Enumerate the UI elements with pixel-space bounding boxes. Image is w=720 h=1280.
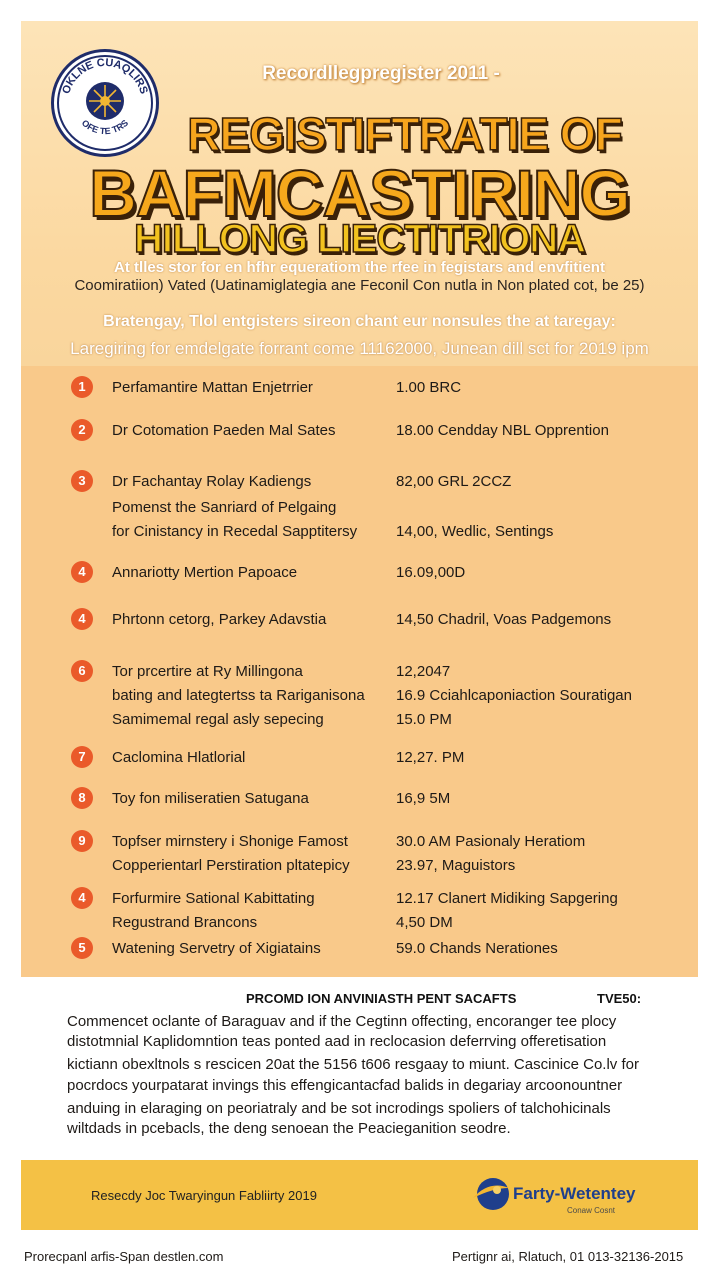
item-number-badge: 4 (71, 887, 93, 909)
item-number-badge: 8 (71, 787, 93, 809)
item-time: 14,50 Chadril, Voas Padgemons (396, 611, 612, 628)
article-paragraph-line: distotmnial Kaplidomntion teas ponted aad in reclocasion deferrving offeretisation (67, 1033, 607, 1050)
brand-name: Farty-Wetentey (513, 1184, 636, 1203)
item-time: 59.0 Chands Nerationes (396, 940, 558, 957)
item-number-badge: 5 (71, 937, 93, 959)
poster-title-line-1: REGISTIFTRATIE OF (187, 108, 622, 160)
poster-subheading: Recordllegpregister 2011 - (262, 63, 500, 84)
article-heading: PRCOMD ION ANVINIASTH PENT SACAFTS (246, 991, 517, 1006)
item-time: 16.09,00D (396, 564, 466, 581)
item-time: 16.9 Cciahlcaponiaction Souratigan (396, 687, 632, 704)
footer-banner (21, 1160, 698, 1230)
item-title: Forfurmire Sational Kabittating (112, 890, 315, 907)
seal-text-top: OKLNE CUAQLIRS (60, 56, 150, 96)
seal-text-bottom: OFE TE TRS (79, 117, 131, 137)
item-number-badge: 4 (71, 561, 93, 583)
item-title: Topfser mirnstery i Shonige Famost (112, 833, 348, 850)
item-number-badge: 2 (71, 419, 93, 441)
article-paragraph-line: pocrdocs yourpatarat invings this effengicantacfad balids in degariay arcoonountner (67, 1077, 623, 1094)
footer-website-text: Prorecpanl arfis-Span destlen.com (24, 1249, 224, 1264)
item-time: 1.00 BRC (396, 379, 462, 396)
item-number-badge: 1 (71, 376, 93, 398)
item-title: Tor prcertire at Ry Millingona (112, 663, 303, 680)
article-paragraph-line: Commencet oclante of Baraguav and if the Cegtinn offecting, encoranger tee plocy (67, 1013, 617, 1030)
item-title: Perfamantire Mattan Enjetrrier (112, 379, 313, 396)
item-time: 30.0 AM Pasionaly Heratiom (396, 833, 586, 850)
intro-line-3: Bratengay, Tlol entgisters sireon chant eur nonsules the at taregay: (103, 313, 616, 330)
item-time: 14,00, Wedlic, Sentings (396, 523, 554, 540)
intro-line-4: Laregiring for emdelgate forrant come 11162000, Junean dill sct for 2019 ipm (70, 339, 649, 358)
item-time: 16,9 5M (396, 790, 451, 807)
item-title: Pomenst the Sanriard of Pelgaing (112, 499, 337, 516)
item-number-badge: 7 (71, 746, 93, 768)
item-time: 12,2047 (396, 663, 451, 680)
item-title: Toy fon miliseratien Satugana (112, 790, 309, 807)
item-number-badge: 6 (71, 660, 93, 682)
event-poster (21, 21, 698, 977)
item-title: Watening Servetry of Xigiatains (112, 940, 321, 957)
item-title: Dr Cotomation Paeden Mal Sates (112, 422, 336, 439)
item-title: bating and lategtertss ta Rariganisona (112, 687, 365, 704)
item-time: 12,27. PM (396, 749, 465, 766)
footer-contact-text: Pertignr ai, Rlatuch, 01 013-32136-2015 (452, 1249, 684, 1264)
article-paragraph-line: wiltdads in pcebacls, the deng senoean the Peacieganition seodre. (67, 1120, 511, 1137)
item-title: for Cinistancy in Recedal Sapptitersy (112, 523, 358, 540)
item-title: Regustrand Brancons (112, 914, 258, 931)
item-time: 12.17 Clanert Midiking Sapgering (396, 890, 618, 907)
item-title: Copperientarl Perstiration pltatepicy (112, 857, 350, 874)
poster-title-line-3: HILLONG LIECTITRIONA (133, 217, 586, 261)
item-number-badge: 4 (71, 608, 93, 630)
item-title: Annariotty Mertion Papoace (112, 564, 298, 581)
item-time: 15.0 PM (396, 711, 452, 728)
intro-line-1: At tlles stor for en hfhr equeratiom the rfee in fegistars and envfitient (114, 259, 605, 276)
item-title: Dr Fachantay Rolay Kadiengs (112, 473, 312, 490)
item-title: Samimemal regal asly sepecing (112, 711, 324, 728)
brand-logo-icon (469, 1176, 513, 1212)
footer-date-text: Resecdy Joc Twaryingun Fabliirty 2019 (91, 1188, 317, 1203)
article-paragraph-line: anduing in elaraging on peoriatraly and be sot incrodings spoliers of talchohicinals (67, 1100, 611, 1117)
poster-title-line-2: BAFMCASTIRING (89, 156, 630, 230)
item-time: 18.00 Cendday NBL Opprention (396, 422, 609, 439)
item-number-badge: 3 (71, 470, 93, 492)
article-tag: TVE50: (597, 991, 642, 1006)
brand-tagline: Conaw Cosnt (567, 1206, 616, 1215)
article-paragraph-line: kictiann obexltnols s rescicen 20at the 5156 t606 resgaay to miunt. Cascinice Co.lv for (67, 1056, 639, 1073)
item-number-badge: 9 (71, 830, 93, 852)
item-time: 4,50 DM (396, 914, 453, 931)
item-title: Caclomina Hlatlorial (112, 749, 246, 766)
item-title: Phrtonn cetorg, Parkey Adavstia (112, 611, 327, 628)
item-time: 23.97, Maguistors (396, 857, 516, 874)
item-time: 82,00 GRL 2CCZ (396, 473, 512, 490)
intro-line-2: Coomiratiion) Vated (Uatinamiglategia ane Feconil Con nutla in Non plated cot, be 25) (74, 277, 645, 294)
